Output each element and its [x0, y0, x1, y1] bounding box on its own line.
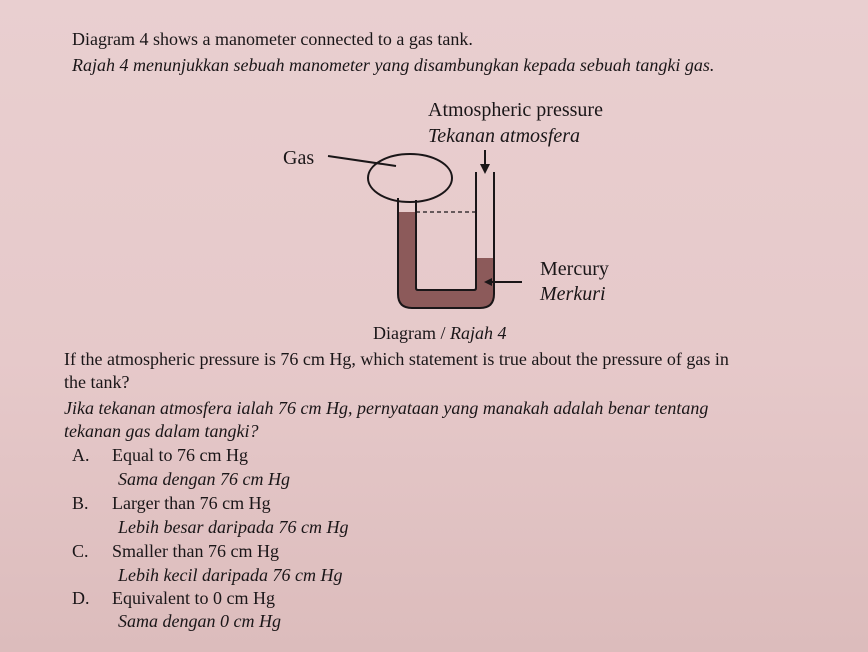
question-english-line-1: If the atmospheric pressure is 76 cm Hg, which statement is true about the pressure of gas in — [64, 349, 729, 369]
question-malay-line-2: tekanan gas dalam tangki? — [64, 421, 259, 441]
option-c-english: Smaller than 76 cm Hg — [112, 541, 279, 561]
diagram-caption — [373, 322, 506, 344]
option-c-letter: C. — [72, 541, 89, 561]
option-a-letter: A. — [72, 445, 90, 465]
option-b-malay: Lebih besar daripada 76 cm Hg — [118, 517, 349, 537]
label-atmospheric-malay: Tekanan atmosfera — [428, 125, 581, 147]
option-b-english: Larger than 76 cm Hg — [112, 493, 271, 513]
caption-english: Diagram / — [373, 323, 450, 343]
mercury-column — [398, 212, 494, 308]
option-d-letter: D. — [72, 588, 90, 608]
label-gas: Gas — [283, 147, 315, 169]
label-mercury-malay: Merkuri — [540, 283, 606, 305]
option-c-malay: Lebih kecil daripada 76 cm Hg — [118, 565, 343, 585]
mercury-arrow-icon — [484, 278, 522, 286]
intro-malay: Rajah 4 menunjukkan sebuah manometer yang disambungkan kepada sebuah tangki gas. — [72, 55, 715, 75]
gas-tank-bulb — [368, 154, 452, 202]
atmospheric-arrow-icon — [480, 150, 490, 174]
question-english-line-2: the tank? — [64, 372, 130, 392]
option-b-letter: B. — [72, 493, 89, 513]
question-malay-line-1: Jika tekanan atmosfera ialah 76 cm Hg, pernyataan yang manakah adalah benar tentang — [64, 398, 709, 418]
option-d-malay: Sama dengan 0 cm Hg — [118, 611, 281, 631]
caption-malay: Rajah 4 — [449, 323, 507, 343]
intro-english: Diagram 4 shows a manometer connected to a gas tank. — [72, 29, 473, 49]
label-atmospheric-english: Atmospheric pressure — [428, 99, 603, 121]
option-d-english: Equivalent to 0 cm Hg — [112, 588, 275, 608]
label-mercury-english: Mercury — [540, 258, 609, 280]
option-a-english: Equal to 76 cm Hg — [112, 445, 248, 465]
option-a-malay: Sama dengan 76 cm Hg — [118, 469, 290, 489]
